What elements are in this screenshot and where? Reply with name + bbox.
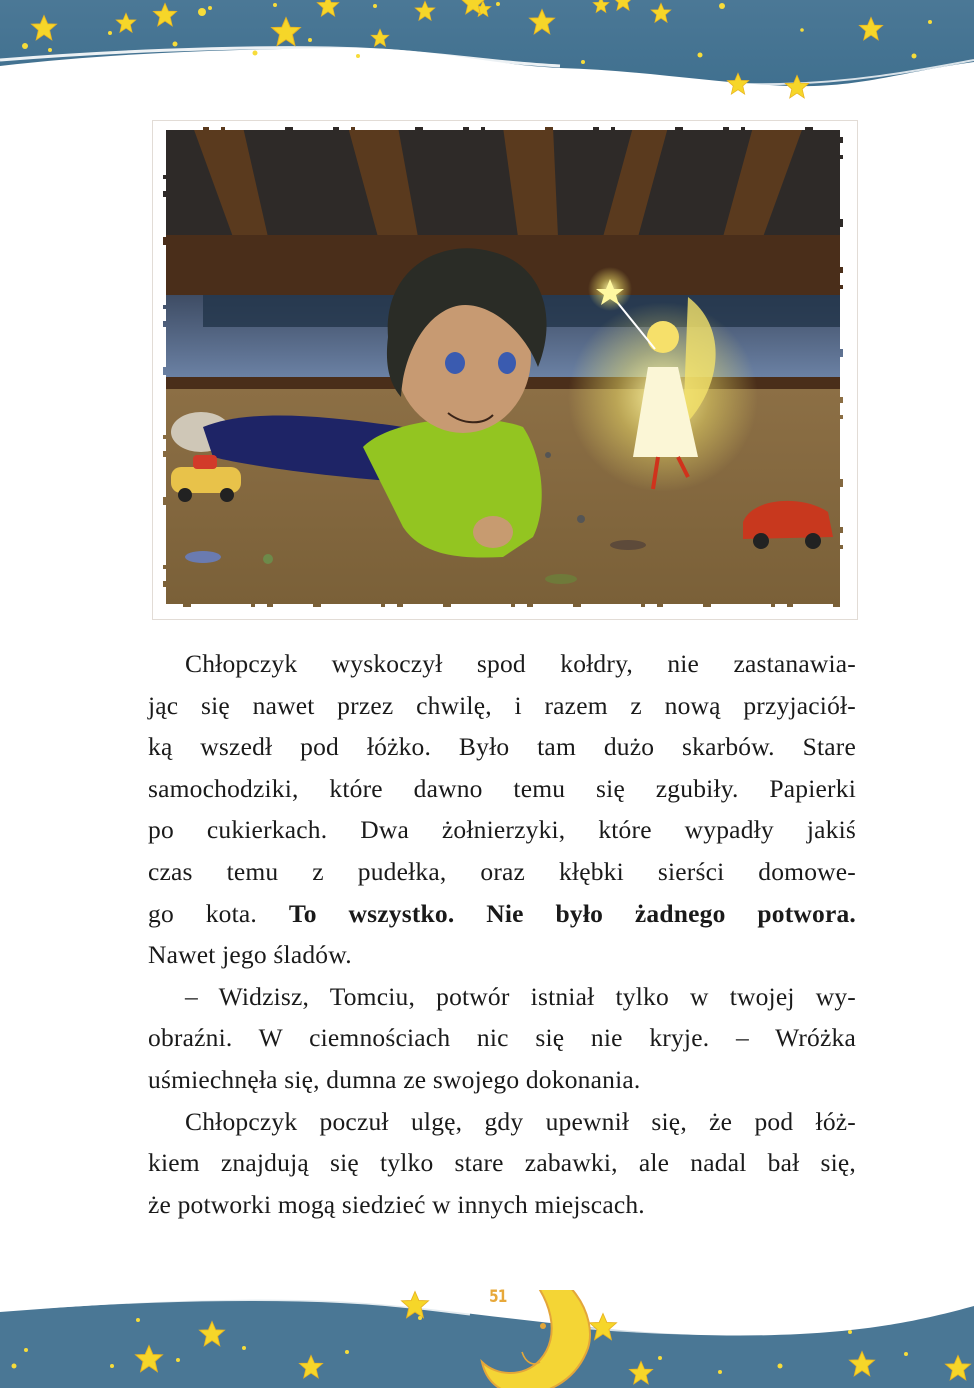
text-line: – Widzisz, Tomciu, potwór istniał tylko w twojej wy- [185, 981, 856, 1011]
paragraph-3 [148, 1101, 856, 1226]
text-line: ką wszedł pod łóżko. Było tam dużo skarbów. Stare [148, 732, 856, 762]
illustration-frame [152, 120, 858, 620]
emphasized-text: To wszystko. Nie było żadnego potwora. [288, 898, 857, 928]
story-illustration [163, 127, 843, 607]
text-line: Chłopczyk poczuł ulgę, gdy upewnił się, że pod łóż- [185, 1106, 856, 1136]
text-line: że potworki mogą siedzieć w innych miejscach. [148, 1189, 645, 1219]
text-line: kiem znajdują się tylko stare zabawki, ale nadal bał się, [148, 1148, 856, 1178]
text-line: uśmiechnęła się, dumna ze swojego dokonania. [148, 1064, 641, 1094]
text-line [148, 893, 856, 935]
paragraph-2 [148, 976, 856, 1101]
top-starry-banner [0, 0, 974, 110]
text-line: jąc się nawet przez chwilę, i razem z nową przyjaciół- [148, 690, 856, 720]
bottom-starry-banner [0, 1290, 974, 1388]
paragraph-1 [148, 643, 856, 976]
night-sky-decoration [0, 1290, 974, 1388]
page-number: 51 [489, 1287, 507, 1307]
text-line: Chłopczyk wyskoczył spod kołdry, nie zastanawia- [185, 649, 856, 678]
boy-and-fairy-picture [163, 127, 843, 607]
text-normal: go kota. [148, 898, 289, 928]
text-line: po cukierkach. Dwa żołnierzyki, które wypadły jakiś [148, 815, 856, 845]
story-text [148, 643, 856, 1225]
night-sky-decoration [0, 0, 974, 110]
text-line: obraźni. W ciemnościach nic się nie kryje. – Wróżka [148, 1023, 856, 1053]
text-line: Nawet jego śladów. [148, 940, 352, 970]
text-line: samochodziki, które dawno temu się zgubiły. Papierki [148, 773, 856, 803]
text-line: czas temu z pudełka, oraz kłębki sierści domowe- [148, 856, 856, 886]
